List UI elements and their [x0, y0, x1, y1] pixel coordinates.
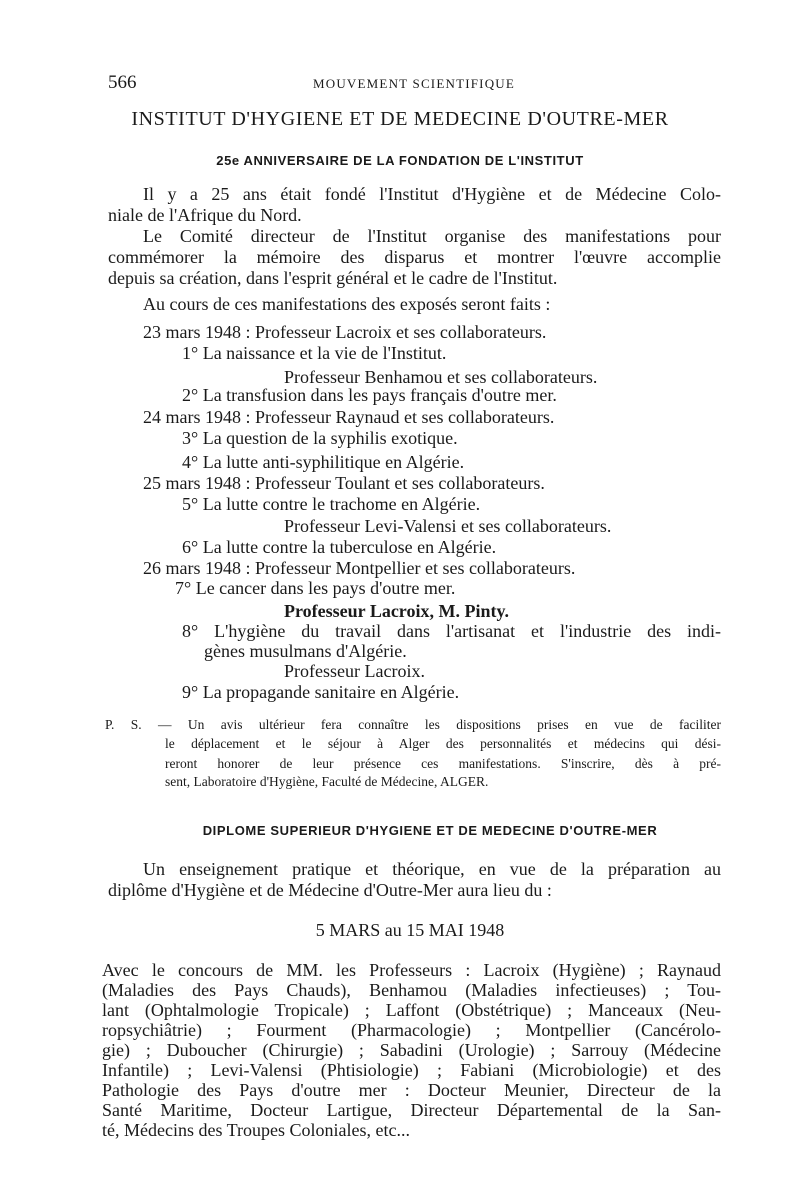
staff-line: Pathologie des Pays d'outre mer : Docteur Meunier, Directeur de la — [102, 1080, 721, 1100]
staff-line: Avec le concours de MM. les Professeurs : Lacroix (Hygiène) ; Raynaud — [102, 960, 721, 980]
ps-note-line: P. S. — Un avis ultérieur fera connaître les dispositions prises en vue de faciliter — [105, 717, 721, 732]
paragraph-line: Un enseignement pratique et théorique, en vue de la préparation au — [143, 859, 721, 879]
paragraph-line: niale de l'Afrique du Nord. — [108, 205, 302, 225]
schedule-topic: 1° La naissance et la vie de l'Institut. — [182, 343, 447, 363]
document-title: INSTITUT D'HYGIENE ET DE MEDECINE D'OUTRE-MER — [131, 108, 669, 130]
paragraph-line: depuis sa création, dans l'esprit général et le cadre de l'Institut. — [108, 268, 558, 288]
schedule-topic: 2° La transfusion dans les pays français d'outre mer. — [182, 385, 557, 405]
schedule-topic: 4° La lutte anti-syphilitique en Algérie. — [182, 452, 465, 472]
schedule-topic: 8° L'hygiène du travail dans l'artisanat et l'industrie des indi- — [182, 621, 721, 641]
schedule-topic: 3° La question de la syphilis exotique. — [182, 428, 458, 448]
schedule-speaker: Professeur Lacroix, M. Pinty. — [284, 601, 509, 621]
schedule-topic: 5° La lutte contre le trachome en Algérie. — [182, 494, 481, 514]
staff-line: té, Médecins des Troupes Coloniales, etc... — [102, 1120, 410, 1140]
schedule-topic: gènes musulmans d'Algérie. — [204, 641, 407, 661]
schedule-day: 24 mars 1948 : Professeur Raynaud et ses collaborateurs. — [143, 407, 555, 427]
schedule-day: 23 mars 1948 : Professeur Lacroix et ses collaborateurs. — [143, 322, 547, 342]
paragraph-line: Il y a 25 ans était fondé l'Institut d'Hygiène et de Médecine Colo- — [143, 184, 721, 204]
ps-note-line: reront honorer de leur présence ces manifestations. S'inscrire, dès à pré- — [165, 756, 721, 771]
section-heading-anniversary: 25e ANNIVERSAIRE DE LA FONDATION DE L'INSTITUT — [216, 153, 584, 168]
staff-line: Santé Maritime, Docteur Lartigue, Directeur Départemental de la San- — [102, 1100, 721, 1120]
course-dates: 5 MARS au 15 MAI 1948 — [315, 920, 505, 940]
paragraph-line: diplôme d'Hygiène et de Médecine d'Outre-Mer aura lieu du : — [108, 880, 552, 900]
schedule-speaker: Professeur Levi-Valensi et ses collaborateurs. — [284, 516, 612, 536]
staff-line: lant (Ophtalmologie Tropicale) ; Laffont (Obstétrique) ; Manceaux (Neu- — [102, 1000, 721, 1020]
schedule-topic: 6° La lutte contre la tuberculose en Algérie. — [182, 537, 497, 557]
staff-line: gie) ; Duboucher (Chirurgie) ; Sabadini (Urologie) ; Sarrouy (Médecine — [102, 1040, 721, 1060]
schedule-topic: 7° Le cancer dans les pays d'outre mer. — [175, 578, 456, 598]
running-title: MOUVEMENT SCIENTIFIQUE — [313, 76, 516, 91]
schedule-speaker: Professeur Benhamou et ses collaborateurs. — [284, 367, 598, 387]
staff-line: (Maladies des Pays Chauds), Benhamou (Maladies infectieuses) ; Tou- — [102, 980, 721, 1000]
staff-line: ropsychiâtrie) ; Fourment (Pharmacologie) ; Montpellier (Cancérolo- — [102, 1020, 721, 1040]
schedule-speaker: Professeur Lacroix. — [284, 661, 425, 681]
paragraph-line: Le Comité directeur de l'Institut organise des manifestations pour — [143, 226, 721, 246]
section-heading-diploma: DIPLOME SUPERIEUR D'HYGIENE ET DE MEDECINE D'OUTRE-MER — [202, 823, 658, 838]
page-number: 566 — [108, 72, 137, 93]
paragraph-line: commémorer la mémoire des disparus et montrer l'œuvre accomplie — [108, 247, 721, 267]
ps-note-line: le déplacement et le séjour à Alger des personnalités et médecins qui dési- — [165, 736, 721, 751]
paragraph-line: Au cours de ces manifestations des exposés seront faits : — [143, 294, 551, 314]
schedule-day: 26 mars 1948 : Professeur Montpellier et ses collaborateurs. — [143, 558, 576, 578]
ps-note-line: sent, Laboratoire d'Hygiène, Faculté de Médecine, ALGER. — [165, 774, 489, 789]
schedule-day: 25 mars 1948 : Professeur Toulant et ses collaborateurs. — [143, 473, 545, 493]
staff-line: Infantile) ; Levi-Valensi (Phtisiologie) ; Fabiani (Microbiologie) et des — [102, 1060, 721, 1080]
page-header — [108, 72, 708, 96]
schedule-topic: 9° La propagande sanitaire en Algérie. — [182, 682, 460, 702]
